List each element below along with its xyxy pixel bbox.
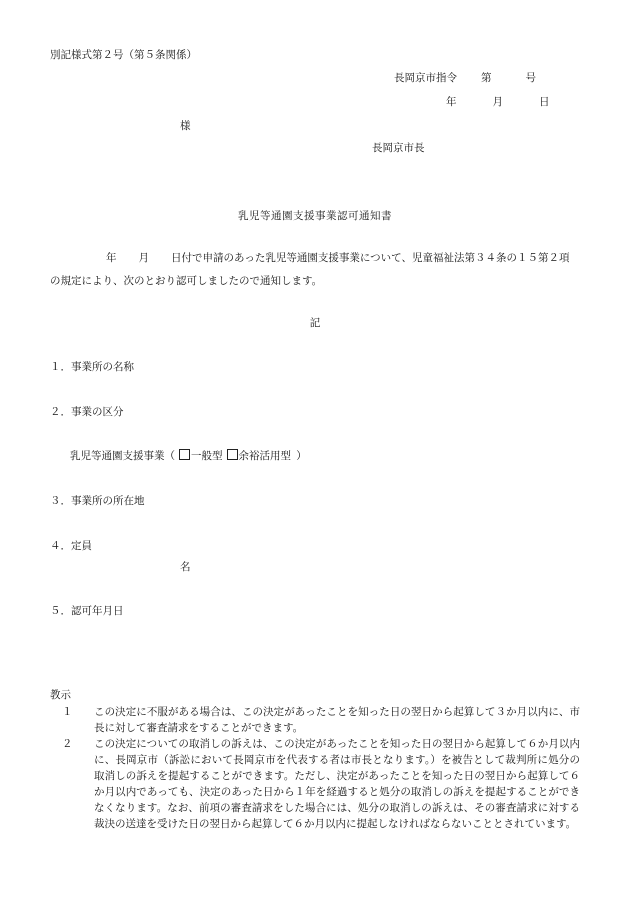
item-facility-address: ３．事業所の所在地 <box>50 495 145 507</box>
instructions-heading: 教示 <box>50 689 71 701</box>
option-surplus-label: 余裕活用型 <box>238 450 291 462</box>
date-month: 月 <box>492 96 503 108</box>
note-number: ２ <box>62 738 73 750</box>
ref-prefix: 長岡京市指令 <box>394 72 457 84</box>
date-line <box>446 95 550 109</box>
ki-heading: 記 <box>309 317 321 329</box>
date-year: 年 <box>446 96 457 108</box>
issuer: 長岡京市長 <box>372 142 425 154</box>
item-business-category: ２．事業の区分 <box>50 406 124 418</box>
body-month: 月 <box>138 252 149 264</box>
item-capacity: ４．定員 <box>50 540 92 552</box>
body-year: 年 <box>106 252 117 264</box>
business-category-options <box>70 449 307 463</box>
addressee: 様 <box>180 120 191 132</box>
item-facility-name: １．事業所の名称 <box>50 361 134 373</box>
date-day: 日 <box>539 96 550 108</box>
form-label: 別記様式第２号（第５条関係） <box>50 49 197 61</box>
capacity-unit: 名 <box>180 561 191 573</box>
body-paragraph <box>50 247 578 293</box>
ref-go: 号 <box>525 72 536 84</box>
category-prefix: 乳児等通園支援事業（ <box>70 450 175 462</box>
note-text: この決定についての取消しの訴えは、この決定があったことを知った日の翌日から起算して６か月以内に、長岡京市（訴訟において長岡京市を代表する者は市長となります。）を被告として裁判所に処分の取消しの訴えを提起することができます。ただし、決定があったことを知った日の翌日から起算して６か月以内であっても、決定のあった日から１年を経過すると処分の取消しの訴えを提起することができなくなります。なお、前項の審査請求をした場合には、処分の取消しの訴えは、その審査請求に対する裁決の送達を受けた日の翌日から起算して６か月以内に提起しなければならないこととされています。 <box>94 738 580 830</box>
reference-number-line <box>394 71 536 85</box>
category-suffix: ） <box>296 450 307 462</box>
option-general-label: 一般型 <box>191 450 223 462</box>
note-text: この決定に不服がある場合は、この決定があったことを知った日の翌日から起算して３か月以内に、市長に対して審査請求をすることができます。 <box>94 706 580 734</box>
instruction-note <box>50 736 580 832</box>
document-title: 乳児等通園支援事業認可通知書 <box>238 210 392 222</box>
instructions-notes <box>50 704 580 832</box>
ref-dai: 第 <box>481 72 492 84</box>
instruction-note <box>50 704 580 736</box>
checkbox-general[interactable] <box>179 449 190 460</box>
item-approval-date: ５．認可年月日 <box>50 605 124 617</box>
note-number: １ <box>62 706 73 718</box>
checkbox-surplus[interactable] <box>227 449 238 460</box>
body-text: 日付で申請のあった乳児等通園支援事業について、児童福祉法第３４条の１５第２項の規定により、次のとおり認可しましたので通知します。 <box>50 252 570 287</box>
